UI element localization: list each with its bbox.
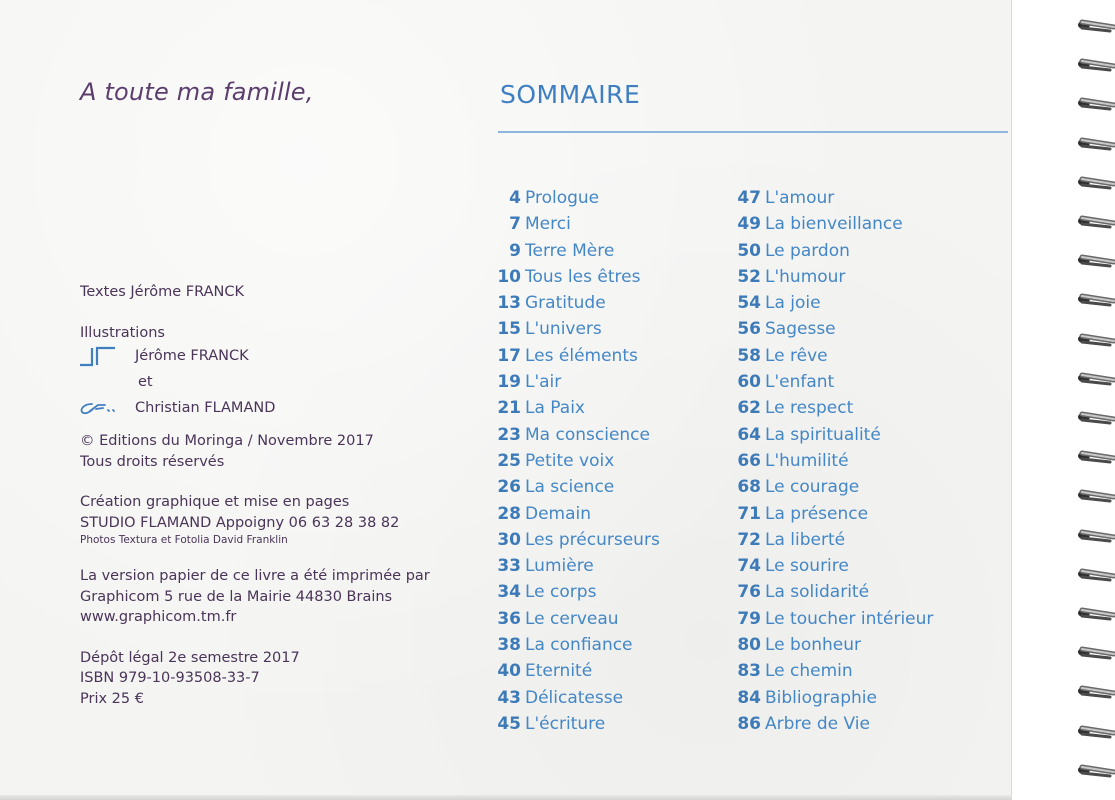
toc-entry-title: Le toucher intérieur	[765, 608, 934, 629]
spiral-coil	[1070, 759, 1115, 781]
toc-page-number: 66	[737, 450, 761, 471]
toc-page-number: 64	[737, 424, 761, 445]
toc-entry	[736, 658, 933, 684]
illustrator-2: Christian FLAMAND	[135, 400, 276, 416]
toc-entry	[736, 238, 933, 264]
jf-monogram-icon	[78, 345, 118, 367]
illustrator-row-2	[80, 395, 430, 421]
illustrator-row-1	[80, 343, 430, 369]
toc-page-number: 13	[497, 293, 521, 314]
design-line-1: Création graphique et mise en pages	[80, 494, 350, 510]
spiral-coil	[1070, 288, 1115, 310]
legal-line-3: Prix 25 €	[80, 690, 144, 707]
toc-entry	[496, 685, 660, 711]
illustrator-1: Jérôme FRANCK	[135, 348, 249, 364]
print-line-1: La version papier de ce livre a été imprimée par	[80, 568, 430, 584]
toc-entry-title: L'enfant	[765, 372, 835, 393]
toc-entry	[496, 238, 660, 264]
toc-entry	[736, 395, 933, 421]
toc-entry-title: Le respect	[765, 398, 854, 419]
toc-entry-title: Les précurseurs	[525, 529, 660, 550]
toc-entry-title: La joie	[765, 293, 821, 314]
toc-entry	[496, 264, 660, 290]
toc-page-number: 74	[737, 556, 761, 577]
toc-entry	[736, 553, 933, 579]
toc-entry-title: L'amour	[765, 188, 835, 208]
toc-page-number: 47	[737, 188, 761, 208]
toc-page-number: 26	[497, 477, 521, 498]
toc-entry-title: Le chemin	[765, 661, 853, 682]
toc-page-number: 79	[737, 608, 761, 629]
spiral-coil	[1070, 367, 1115, 389]
spiral-coil	[1070, 602, 1115, 624]
design-line-2: STUDIO FLAMAND Appoigny 06 63 28 38 82	[80, 514, 400, 531]
toc-column-2	[736, 185, 933, 737]
toc-page-number: 45	[497, 713, 521, 734]
toc-page-number: 49	[737, 214, 761, 235]
toc-entry-title: L'air	[525, 372, 562, 393]
toc-page-number: 71	[737, 503, 761, 524]
legal-line-2: ISBN 979-10-93508-33-7	[80, 670, 260, 686]
toc-page-number: 43	[497, 687, 521, 708]
toc-entry	[736, 185, 933, 211]
toc-page-number: 17	[497, 345, 521, 366]
spiral-coil	[1070, 132, 1115, 154]
dedication: A toute ma famille,	[80, 78, 314, 106]
credits-block	[80, 282, 430, 709]
toc-entry	[496, 658, 660, 684]
toc-entry	[496, 527, 660, 553]
toc-entry	[736, 632, 933, 658]
toc-entry-title: Le cerveau	[525, 608, 619, 629]
spiral-coil	[1070, 445, 1115, 467]
toc-entry-title: L'humour	[765, 266, 846, 287]
toc-page-number: 21	[497, 398, 521, 419]
toc-entry-title: Le bonheur	[765, 635, 861, 656]
toc-entry-title: La solidarité	[765, 582, 870, 603]
toc-entry-title: L'univers	[525, 319, 602, 340]
toc-entry	[496, 553, 660, 579]
toc-entry	[736, 422, 933, 448]
spiral-coil	[1070, 524, 1115, 546]
toc-entry	[496, 316, 660, 342]
cf-signature-icon	[78, 397, 118, 419]
toc-entry-title: Arbre de Vie	[765, 713, 870, 734]
toc-entry-title: Prologue	[525, 188, 600, 208]
toc-entry	[496, 579, 660, 605]
toc-entry-title: La liberté	[765, 529, 846, 550]
toc-entry	[736, 369, 933, 395]
toc-page-number: 36	[497, 608, 521, 629]
photos-credit: Photos Textura et Fotolia David Franklin	[80, 534, 288, 546]
toc-entry-title: Petite voix	[525, 450, 615, 471]
spiral-coil	[1070, 680, 1115, 702]
toc-entry	[736, 448, 933, 474]
toc-page-number: 34	[497, 582, 521, 603]
toc-entry-title: Terre Mère	[525, 240, 615, 261]
spiral-coil	[1070, 14, 1115, 36]
toc-entry	[736, 606, 933, 632]
toc-entry	[736, 501, 933, 527]
toc-entry-title: L'écriture	[525, 713, 606, 734]
toc-entry	[496, 422, 660, 448]
toc-page-number: 83	[737, 661, 761, 682]
toc-page-number: 52	[737, 266, 761, 287]
toc-entry-title: Lumière	[525, 556, 594, 577]
credits-illustrations-label: Illustrations	[80, 324, 165, 341]
toc-entry-title: Le pardon	[765, 240, 850, 261]
toc-entry	[736, 343, 933, 369]
toc-column-1	[496, 185, 660, 737]
spiral-coil	[1070, 563, 1115, 585]
toc-title: SOMMAIRE	[500, 80, 641, 109]
toc-entry-title: Le corps	[525, 582, 597, 603]
toc-page-number: 86	[737, 713, 761, 734]
spiral-coil	[1070, 92, 1115, 114]
toc-entry-title: Merci	[525, 214, 571, 235]
toc-entry	[736, 527, 933, 553]
spiral-coil	[1070, 406, 1115, 428]
toc-page-number: 40	[497, 661, 521, 682]
toc-entry	[736, 264, 933, 290]
toc-entry-title: Ma conscience	[525, 424, 650, 445]
toc-entry-title: Tous les êtres	[525, 266, 641, 287]
toc-page-number: 56	[737, 319, 761, 340]
spiral-coil	[1070, 484, 1115, 506]
spiral-coil	[1070, 171, 1115, 193]
toc-page-number: 84	[737, 687, 761, 708]
toc-page-number: 9	[509, 240, 521, 261]
toc-entry-title: La Paix	[525, 398, 585, 419]
spiral-coil	[1070, 328, 1115, 350]
toc-page-number: 23	[497, 424, 521, 445]
toc-entry	[736, 316, 933, 342]
toc-page-number: 62	[737, 398, 761, 419]
illustrator-connector-row	[80, 369, 430, 395]
toc-page-number: 33	[497, 556, 521, 577]
toc-page-number: 4	[509, 188, 521, 208]
toc-entry-title: La science	[525, 477, 615, 498]
toc-entry	[736, 579, 933, 605]
toc-entry-title: Le courage	[765, 477, 860, 498]
toc-entry-title: Le rêve	[765, 345, 828, 366]
toc-entry-title: Demain	[525, 503, 592, 524]
toc-page-number: 50	[737, 240, 761, 261]
toc-entry-title: Délicatesse	[525, 687, 624, 708]
spiral-coil	[1070, 720, 1115, 742]
toc-entry-title: Gratitude	[525, 293, 606, 314]
spiral-binding-icon	[1070, 14, 1115, 794]
spiral-coil	[1070, 249, 1115, 271]
toc-entry-title: La confiance	[525, 635, 633, 656]
publisher-line-2: Tous droits réservés	[80, 453, 225, 470]
toc-entry	[496, 474, 660, 500]
toc-page-number: 19	[497, 372, 521, 393]
toc-page-number: 80	[737, 635, 761, 656]
toc-entry	[496, 369, 660, 395]
print-line-3: www.graphicom.tm.fr	[80, 609, 237, 625]
legal-line-1: Dépôt légal 2e semestre 2017	[80, 649, 300, 666]
toc-entry	[496, 395, 660, 421]
page-edge	[0, 795, 1012, 800]
toc-entry	[496, 711, 660, 737]
toc-page-number: 72	[737, 529, 761, 550]
toc-page-number: 30	[497, 529, 521, 550]
toc-entry-title: L'humilité	[765, 450, 849, 471]
publisher-line-1: © Editions du Moringa / Novembre 2017	[80, 433, 374, 449]
toc-entry	[736, 685, 933, 711]
toc-page-number: 54	[737, 293, 761, 314]
toc-page-number: 25	[497, 450, 521, 471]
credits-texts: Textes Jérôme FRANCK	[80, 284, 245, 300]
toc-entry	[496, 290, 660, 316]
toc-page-number: 76	[737, 582, 761, 603]
toc-divider	[498, 131, 1008, 133]
toc-page-number: 38	[497, 635, 521, 656]
toc-entry	[496, 343, 660, 369]
toc-entry-title: Eternité	[525, 661, 593, 682]
toc-entry	[496, 606, 660, 632]
toc-page-number: 15	[497, 319, 521, 340]
illustrator-connector: et	[138, 374, 153, 390]
toc-entry	[736, 211, 933, 237]
toc-entry-title: La présence	[765, 503, 869, 524]
toc-entry-title: La spiritualité	[765, 424, 881, 445]
spiral-coil	[1070, 210, 1115, 232]
toc-entry	[736, 711, 933, 737]
toc-entry	[736, 290, 933, 316]
toc-entry-title: Bibliographie	[765, 687, 877, 708]
toc-entry-title: Le sourire	[765, 556, 849, 577]
toc-entry-title: Les éléments	[525, 345, 638, 366]
toc-entry	[496, 632, 660, 658]
toc-entry	[736, 474, 933, 500]
print-line-2: Graphicom 5 rue de la Mairie 44830 Brains	[80, 588, 393, 605]
toc-entry	[496, 501, 660, 527]
toc-page-number: 10	[497, 266, 521, 287]
toc-page-number: 28	[497, 503, 521, 524]
toc-entry	[496, 211, 660, 237]
toc-page-number: 7	[509, 214, 521, 235]
toc-page-number: 60	[737, 372, 761, 393]
spiral-coil	[1070, 53, 1115, 75]
toc-page-number: 68	[737, 477, 761, 498]
toc-page-number: 58	[737, 345, 761, 366]
spiral-coil	[1070, 641, 1115, 663]
toc-entry	[496, 448, 660, 474]
toc-entry	[496, 185, 660, 211]
toc-entry-title: Sagesse	[765, 319, 836, 340]
toc-entry-title: La bienveillance	[765, 214, 903, 235]
